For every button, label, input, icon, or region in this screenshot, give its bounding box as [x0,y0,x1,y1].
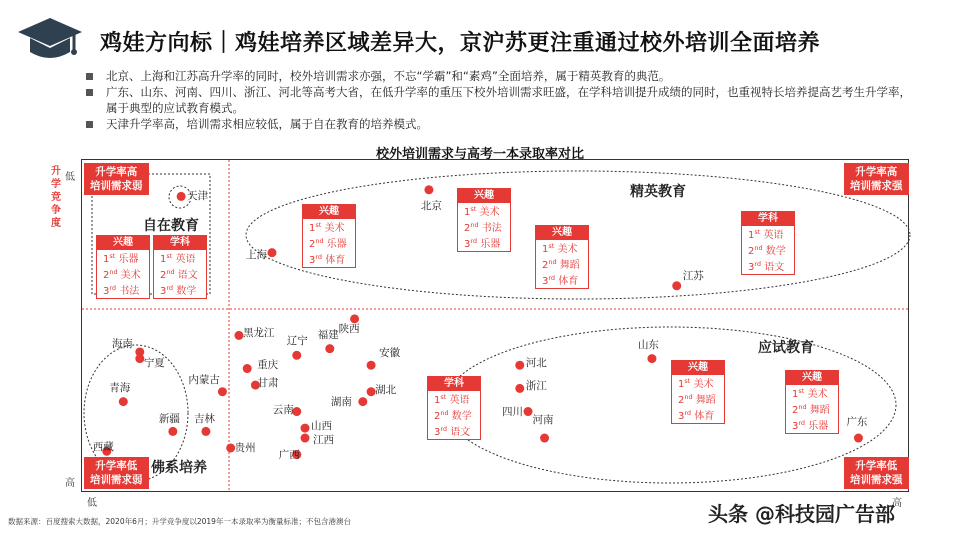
point-label-0: 天津 [187,190,209,203]
y-axis-label: 升学竞争度 [51,166,61,229]
point-label-17: 山西 [311,420,333,433]
card-row-0: 1st 美术 [542,242,578,255]
data-source-note: 数据来源：百度搜索大数据，2020年6月；升学竞争度以2019年一本录取率为衡量标准；不包含港澳台 [8,517,351,526]
card-row-2: 3rd 数学 [160,284,197,297]
point-label-19: 辽宁 [286,335,308,348]
point-6 [119,397,128,406]
bullet-exam: 广东、山东、河南、四川、浙江、河北等高考大省，在低升学率的重压下校外培训需求旺盛，在学科培训提升成绩的同时，也重视特长培养提高艺考生升学率，属于典型的应试教育模式。 [84,84,914,116]
point-label-15: 广西 [278,448,300,461]
page-title: 鸡娃方向标｜鸡娃培养区域差异大，京沪苏更注重通过校外培训全面培养 [100,31,821,56]
card-row-2: 3rd 体育 [309,253,346,266]
card-row-2: 3rd 语文 [748,260,785,273]
point-label-16: 云南 [272,403,294,416]
card-row-1: 2nd 舞蹈 [542,258,580,271]
point-label-14: 贵州 [234,441,256,454]
card-shandong-interest [671,360,725,424]
point-label-25: 河北 [525,357,547,370]
quadrant-top-right-label: 升学率高 培训需求强 [844,163,909,195]
point-label-23: 湖北 [375,383,397,396]
point-20 [325,344,334,353]
point-label-10: 内蒙古 [188,373,220,386]
card-row-2: 3rd 体育 [678,409,715,422]
point-1 [267,248,276,257]
quadrant-top-left-label: 升学率高 培训需求弱 [84,163,149,195]
card-header: 学科 [742,212,794,226]
card-shanghai-interest [302,204,356,268]
card-row-1: 2nd 数学 [748,244,786,257]
quadrant-bottom-right-label: 升学率低 培训需求强 [844,457,909,489]
point-label-11: 黑龙江 [242,327,275,340]
card-row-0: 1st 英语 [160,252,196,265]
card-tianjin-interest [96,235,150,299]
card-header: 兴趣 [672,361,724,375]
card-row-0: 1st 美术 [678,377,714,390]
region-buddha-parenting: 佛系培养 [151,460,207,476]
y-axis-high-label: 高 [65,478,75,489]
point-label-8: 新疆 [158,413,180,426]
point-label-3: 江苏 [682,269,704,282]
quadrant-bottom-left-label: 升学率低 培训需求弱 [84,457,149,489]
point-label-4: 海南 [111,337,133,350]
card-row-1: 2nd 舞蹈 [792,403,830,416]
point-29 [647,354,656,363]
card-row-1: 2nd 美术 [103,268,141,281]
point-18 [301,434,310,443]
bullet-elite: 北京、上海和江苏高升学率的同时，校外培训需求亦强，不忘“学霸”和“素鸡”全面培养，属于精英教育的典范。 [84,68,914,84]
point-label-9: 吉林 [193,413,215,426]
card-row-0: 1st 美术 [309,221,345,234]
card-row-2: 3rd 乐器 [792,419,829,432]
point-3 [672,281,681,290]
point-12 [243,364,252,373]
point-label-28: 河南 [532,414,554,427]
x-axis-low-label: 低 [87,498,97,509]
point-label-21: 陕西 [338,322,360,335]
card-header: 兴趣 [97,236,149,250]
card-header: 兴趣 [458,189,510,203]
point-25 [515,361,524,370]
card-row-0: 1st 英语 [748,228,784,241]
point-28 [540,434,549,443]
point-9 [201,427,210,436]
point-30 [854,434,863,443]
card-jiangsu-interest [535,225,589,289]
point-0 [177,192,186,201]
card-row-2: 3rd 乐器 [464,237,501,250]
point-label-26: 浙江 [525,380,547,393]
card-row-0: 1st 美术 [464,205,500,218]
card-row-2: 3rd 书法 [103,284,140,297]
card-header: 兴趣 [303,205,355,219]
bullet-free: 天津升学率高，培训需求相应较低，属于自在教育的培养模式。 [84,116,914,132]
watermark: 头条 @科技园广告部 [708,502,895,526]
region-elite-education: 精英教育 [630,184,686,200]
card-exam-subject [427,376,481,440]
region-exam-education: 应试教育 [758,340,814,356]
card-guangdong-interest [785,370,839,434]
card-row-1: 2nd 书法 [464,221,502,234]
point-label-7: 西藏 [92,441,114,454]
card-header: 兴趣 [786,371,838,385]
region-free-education: 自在教育 [143,218,199,234]
card-row-0: 1st 美术 [792,387,828,400]
point-label-22: 安徽 [379,347,401,360]
point-label-18: 江西 [313,434,335,447]
card-row-0: 1st 英语 [434,393,470,406]
point-label-20: 福建 [317,328,339,341]
point-label-24: 湖南 [330,395,352,408]
point-26 [515,384,524,393]
x-axis-high-label: 高 [892,498,902,509]
point-label-29: 山东 [637,338,659,351]
point-label-27: 四川 [502,405,524,418]
point-label-6: 青海 [109,381,131,394]
card-row-2: 3rd 语文 [434,425,471,438]
y-axis-low-label: 低 [65,172,75,183]
chart-title: 校外培训需求与高考一本录取率对比 [375,147,584,162]
point-22 [367,361,376,370]
point-24 [358,397,367,406]
point-label-30: 广东 [846,416,868,429]
card-header: 学科 [154,236,206,250]
card-tianjin-subject [153,235,207,299]
card-row-1: 2nd 数学 [434,409,472,422]
point-label-12: 重庆 [257,358,279,371]
point-2 [424,185,433,194]
card-header: 兴趣 [536,226,588,240]
card-row-1: 2nd 乐器 [309,237,347,250]
card-row-2: 3rd 体育 [542,274,579,287]
point-19 [292,351,301,360]
card-header: 学科 [428,377,480,391]
point-label-2: 北京 [420,199,442,212]
point-label-13: 甘肃 [257,377,279,390]
point-label-5: 宁夏 [143,356,165,369]
point-27 [524,407,533,416]
point-10 [218,387,227,396]
card-row-1: 2nd 语文 [160,268,198,281]
card-elite-subject [741,211,795,275]
point-17 [301,424,310,433]
card-row-1: 2nd 舞蹈 [678,393,716,406]
card-beijing-interest [457,188,511,252]
point-8 [168,427,177,436]
card-row-0: 1st 乐器 [103,252,139,265]
point-label-1: 上海 [245,248,267,261]
